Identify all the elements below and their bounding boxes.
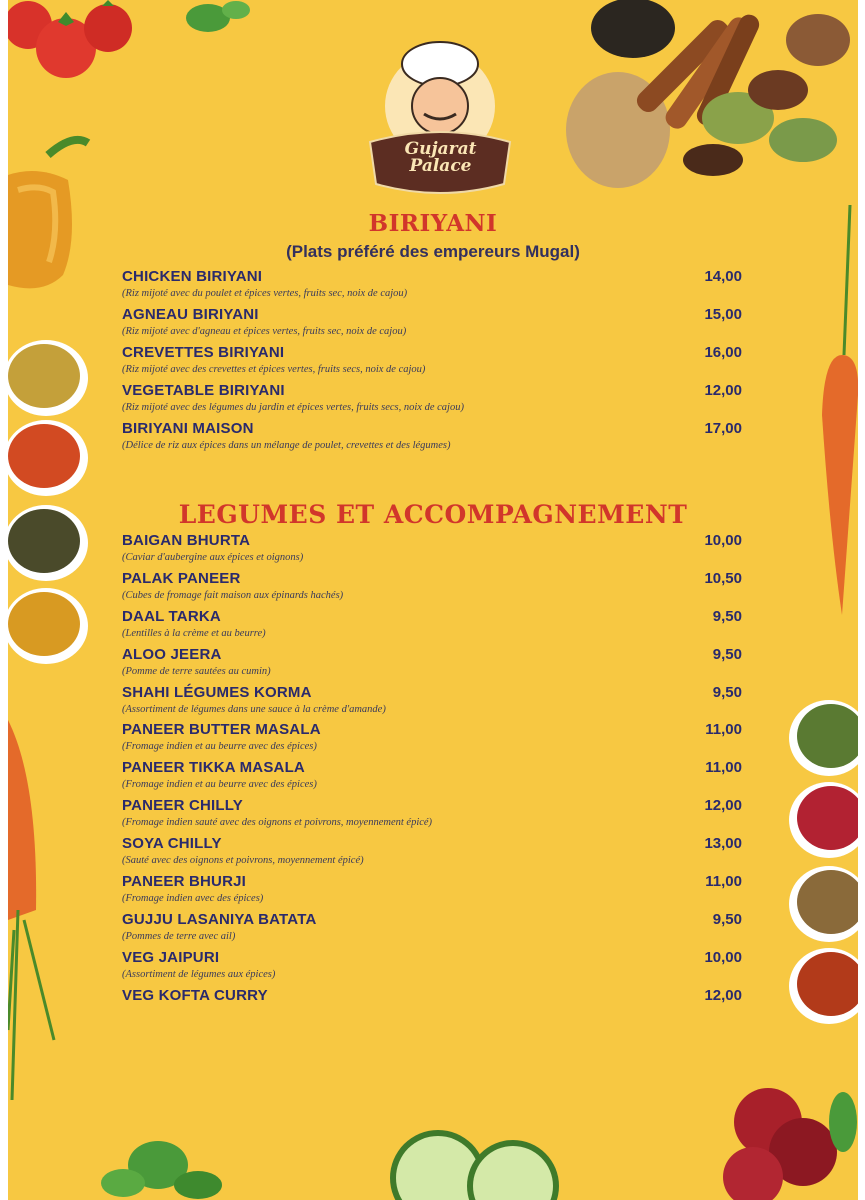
cherries-illustration (713, 1082, 858, 1200)
menu-item-price: 12,00 (704, 381, 742, 399)
menu-item-name: BIRIYANI MAISON (122, 419, 254, 437)
menu-item (122, 532, 742, 570)
menu-item-price: 9,50 (712, 607, 742, 625)
menu-item-description: (Fromage indien et au beurre avec des épices) (122, 779, 317, 791)
menu-item (122, 684, 742, 722)
menu-item-description: (Cubes de fromage fait maison aux épinards hachés) (122, 589, 344, 601)
logo-line-2: Palace (409, 156, 472, 176)
menu-item-description: (Délice de riz aux épices dans un mélange de poulet, crevettes et des légumes) (122, 439, 451, 451)
menu-item (122, 835, 742, 873)
menu-item-name: SHAHI LÉGUMES KORMA (122, 683, 312, 701)
carrot-left-illustration (8, 710, 73, 1110)
menu-item-description: (Riz mijoté avec des légumes du jardin et épices vertes, fruits secs, noix de cajou) (122, 401, 464, 413)
menu-item (122, 420, 742, 458)
menu-item (122, 987, 742, 1025)
menu-item-price: 10,00 (704, 948, 742, 966)
menu-item-price: 16,00 (704, 343, 742, 361)
menu-item-price: 9,50 (712, 645, 742, 663)
menu-item-name: PANEER CHILLY (122, 797, 243, 815)
menu-item-description: (Assortiment de légumes aux épices) (122, 968, 276, 980)
menu-item-name: CHICKEN BIRIYANI (122, 268, 263, 285)
menu-item-price: 10,00 (704, 532, 742, 549)
menu-item-name: AGNEAU BIRIYANI (122, 305, 259, 323)
menu-item-price: 9,50 (712, 910, 742, 928)
basil-leaf-illustration (178, 0, 253, 42)
biriyani-subtitle: (Plats préféré des empereurs Mugal) (286, 242, 580, 261)
menu-item-name: VEG KOFTA CURRY (122, 986, 268, 1004)
menu-item-price: 15,00 (704, 305, 742, 323)
menu-item-description: (Sauté avec des oignons et poivrons, moyennement épicé) (122, 855, 364, 867)
menu-item-name: VEG JAIPURI (122, 948, 220, 966)
menu-item-description: (Caviar d'aubergine aux épices et oignons) (122, 552, 304, 563)
menu-item (122, 873, 742, 911)
menu-item-description: (Fromage indien avec des épices) (122, 893, 264, 905)
menu-item-description: (Lentilles à la crème et au beurre) (122, 627, 266, 639)
biriyani-title: BIRIYANI (368, 210, 498, 237)
menu-item-name: VEGETABLE BIRIYANI (122, 381, 285, 399)
menu-item-price: 10,50 (704, 569, 742, 587)
menu-item-name: CREVETTES BIRIYANI (122, 343, 285, 361)
menu-item (122, 344, 742, 382)
menu-item-name: PANEER TIKKA MASALA (122, 759, 305, 777)
menu-item-description: (Riz mijoté avec d'agneau et épices vertes, fruits sec, noix de cajou) (122, 325, 407, 337)
menu-item-price: 13,00 (704, 835, 742, 853)
legumes-title: LEGUMES ET ACCOMPAGNEMENT (178, 500, 688, 529)
menu-item-name: GUJJU LASANIYA BATATA (122, 910, 317, 928)
menu-item-description: (Pomme de terre sautées au cumin) (122, 665, 271, 677)
menu-item-name: BAIGAN BHURTA (122, 532, 251, 549)
menu-item-name: DAAL TARKA (122, 607, 221, 625)
legumes-list (122, 532, 742, 1025)
spice-bowls-right-illustration (783, 698, 858, 1028)
menu-page (8, 0, 858, 1200)
gujarat-palace-logo (358, 34, 523, 194)
menu-item-name: PANEER BHURJI (122, 873, 247, 891)
logo-line-1: Gujarat (404, 139, 477, 159)
menu-item (122, 911, 742, 949)
menu-item (122, 382, 742, 420)
menu-item-price: 17,00 (704, 419, 742, 437)
menu-item-description: (Assortiment de légumes dans une sauce à la crème d'amande) (122, 703, 386, 715)
tomatoes-illustration (8, 0, 138, 90)
menu-item-price: 11,00 (705, 759, 742, 777)
menu-item (122, 570, 742, 608)
menu-item (122, 646, 742, 684)
menu-item-description: (Fromage indien sauté avec des oignons et poivrons, moyennement épicé) (122, 817, 433, 829)
menu-item (122, 608, 742, 646)
carrot-right-illustration (808, 205, 858, 620)
menu-item-price: 11,00 (705, 873, 742, 891)
menu-item-description: (Fromage indien et au beurre avec des épices) (122, 741, 317, 753)
menu-item-name: ALOO JEERA (122, 645, 222, 663)
menu-item-price: 12,00 (704, 986, 742, 1004)
cucumber-illustration (388, 1128, 563, 1200)
menu-item-name: PALAK PANEER (122, 569, 241, 587)
menu-item-price: 11,00 (705, 721, 742, 739)
menu-item-name: PANEER BUTTER MASALA (122, 721, 321, 739)
spices-pile-illustration (563, 0, 858, 200)
menu-item (122, 721, 742, 759)
menu-item-description: (Riz mijoté avec des crevettes et épices vertes, fruits secs, noix de cajou) (122, 363, 426, 375)
menu-item-name: SOYA CHILLY (122, 835, 222, 853)
menu-item (122, 306, 742, 344)
menu-item-description: (Riz mijoté avec du poulet et épices vertes, fruits sec, noix de cajou) (122, 288, 408, 299)
menu-item-price: 14,00 (704, 268, 742, 285)
menu-item (122, 797, 742, 835)
menu-item (122, 759, 742, 797)
logo-wordmark (358, 141, 523, 175)
biriyani-list (122, 268, 742, 457)
basil-bottom-illustration (98, 1125, 228, 1200)
menu-item-price: 9,50 (712, 683, 742, 701)
menu-item (122, 268, 742, 306)
menu-item (122, 949, 742, 987)
menu-item-description: (Pommes de terre avec ail) (122, 930, 236, 942)
menu-item-price: 12,00 (704, 797, 742, 815)
